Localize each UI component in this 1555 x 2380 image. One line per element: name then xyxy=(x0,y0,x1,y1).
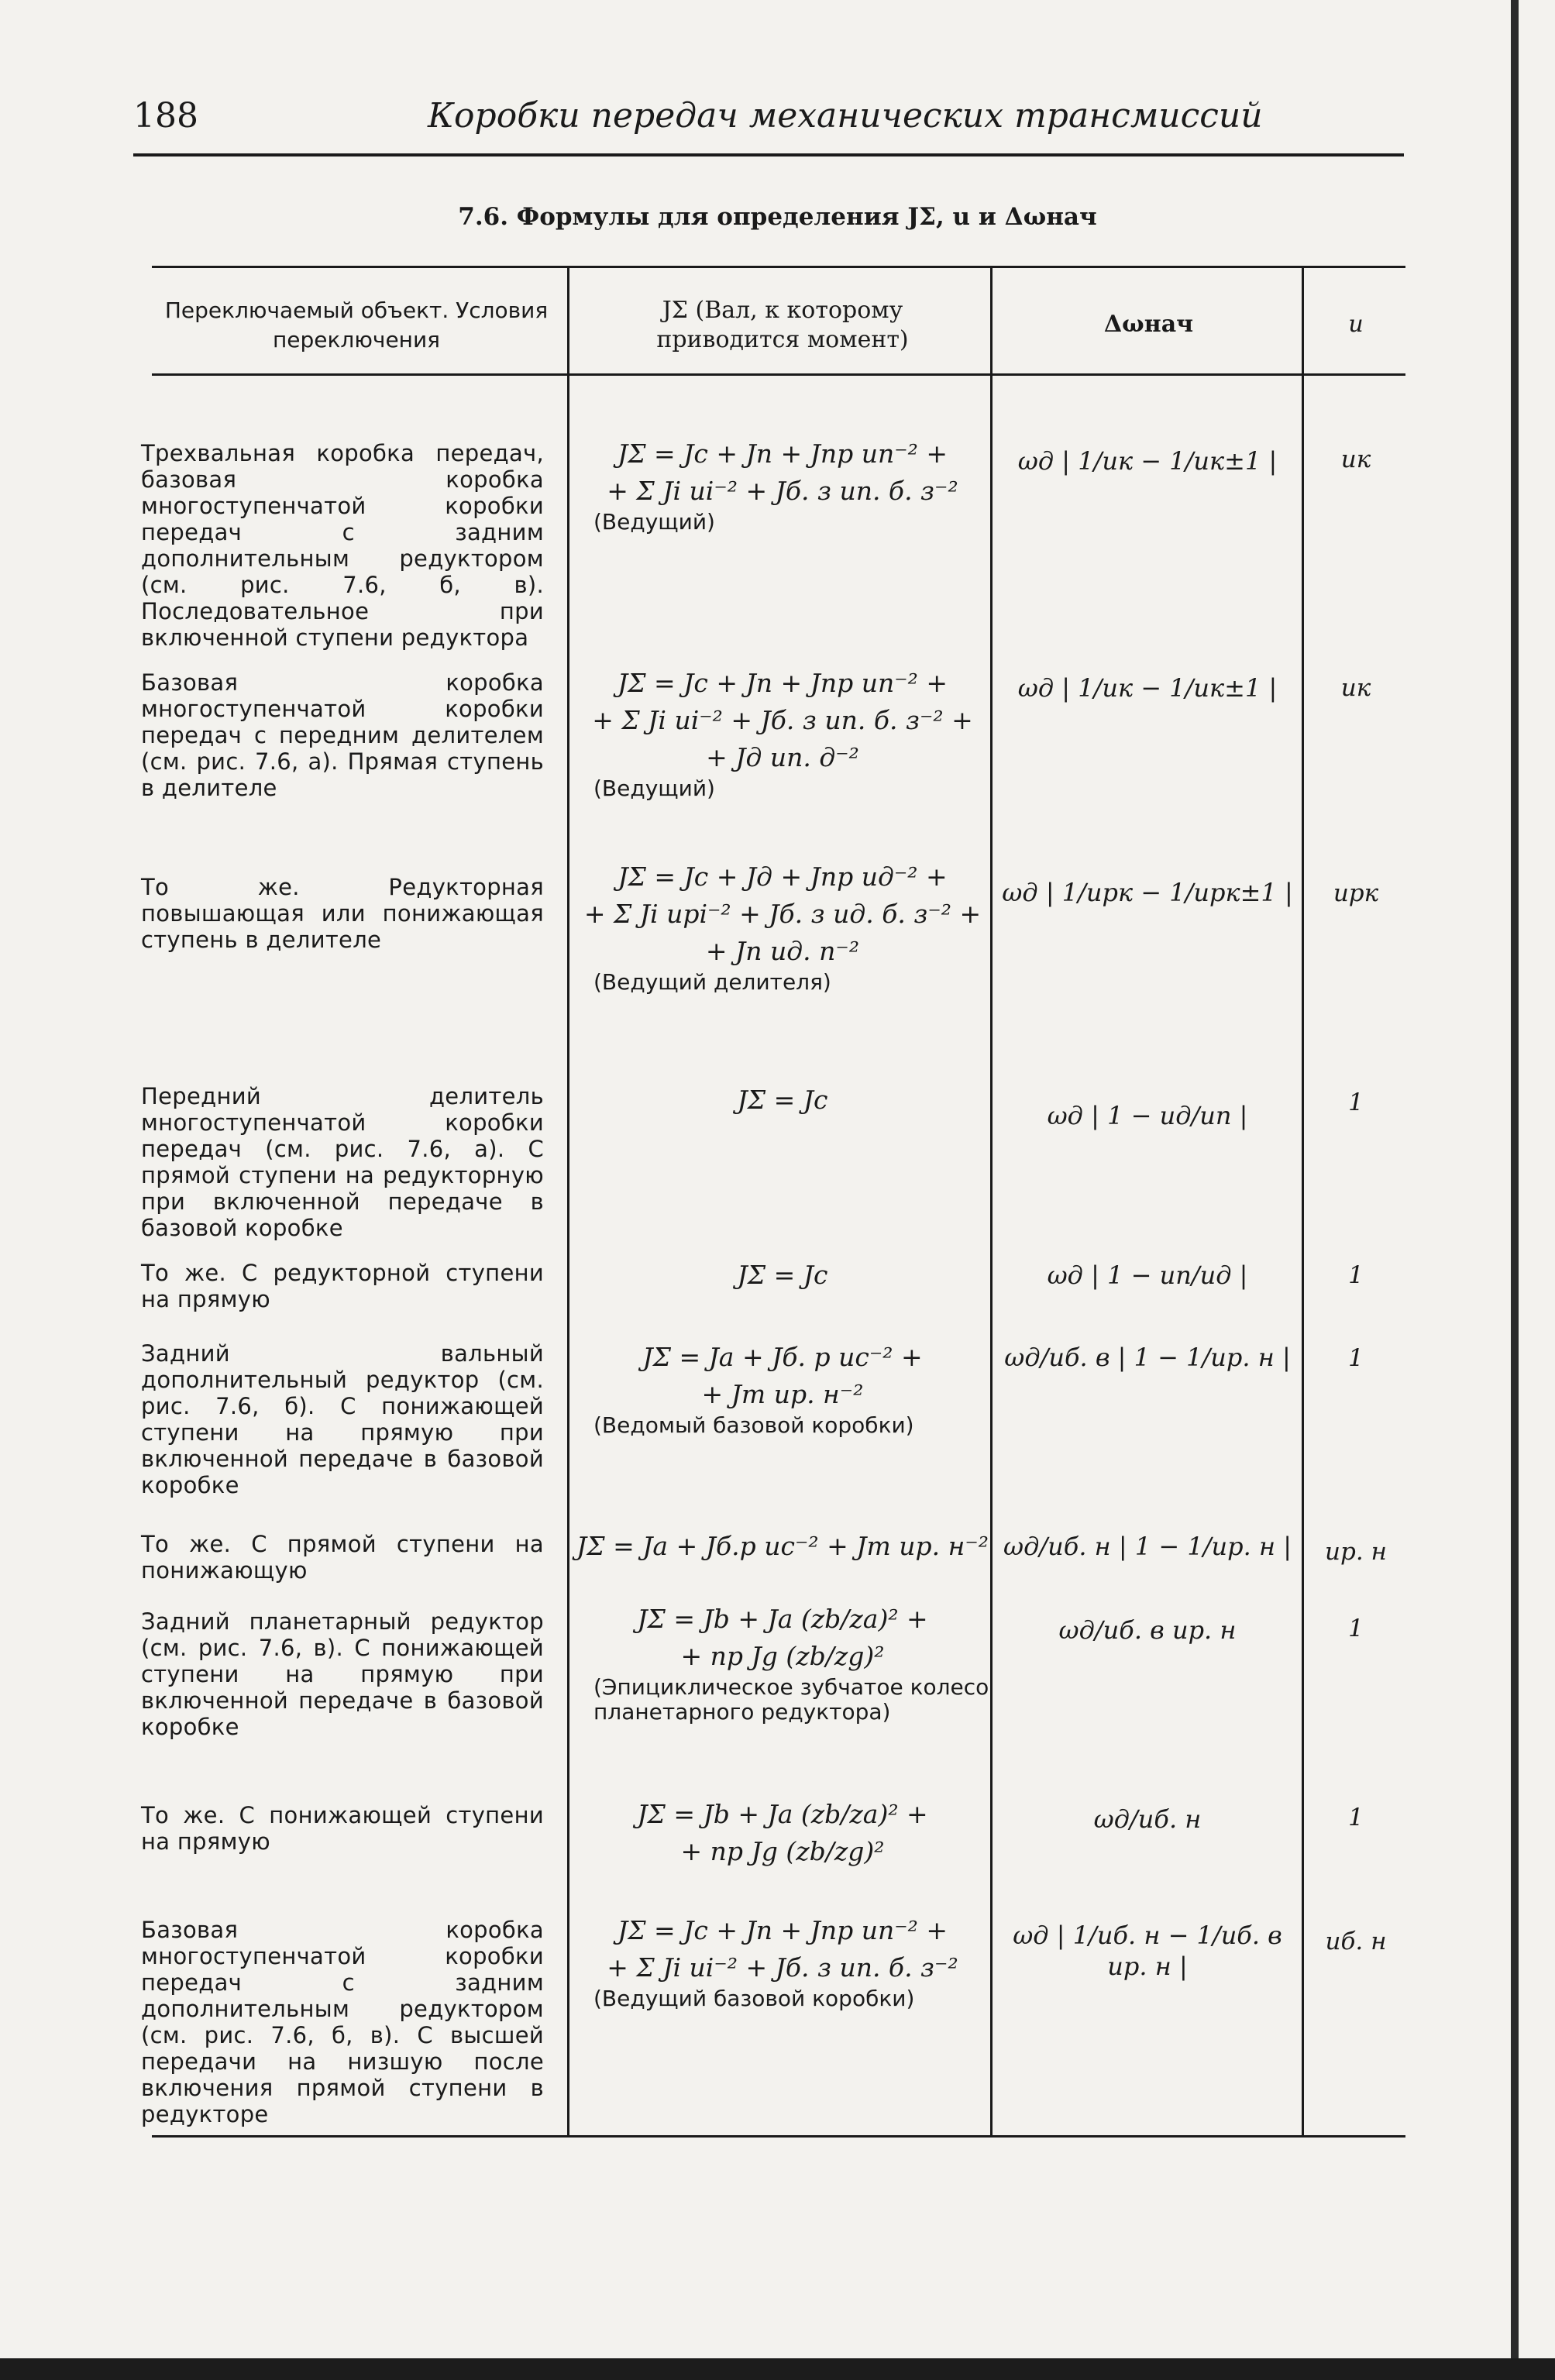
row-9-condition: То же. С понижающей ступени на прямую xyxy=(141,1802,544,1855)
row-9-inertia-line-2: + nр Jg (zb/zg)² xyxy=(680,1836,885,1866)
row-5-delta-omega: ωд | 1 − uп/uд | xyxy=(1047,1261,1248,1290)
row-7-inertia xyxy=(573,1528,992,1565)
row-1-inertia xyxy=(573,435,992,535)
col-divider-1 xyxy=(567,268,569,2135)
row-3-inertia xyxy=(573,858,992,995)
row-6-u: 1 xyxy=(1348,1344,1364,1372)
row-9-delta-omega: ωд/uб. н xyxy=(1093,1804,1202,1834)
row-8-u: 1 xyxy=(1348,1615,1364,1642)
row-10-delta-omega: ωд | 1/uб. н − 1/uб. в uр. н | xyxy=(1013,1921,1282,1981)
row-9-inertia-line-1: JΣ = Jb + Ja (zb/za)² + xyxy=(637,1799,928,1829)
running-title: Коробки передач механических трансмиссий xyxy=(428,96,1263,136)
row-3-inertia-line-2: + Σ Ji upi⁻² + Jб. з uд. б. з⁻² + xyxy=(583,899,982,929)
row-8-inertia-note: (Эпициклическое зубчатое колесо планетарного редуктора) xyxy=(593,1674,989,1725)
row-2-condition: Базовая коробка многоступенчатой коробки передач с передним делителем (см. рис. 7.6, а). Прямая ступень в делителе xyxy=(141,669,544,801)
row-8-condition: Задний планетарный редуктор (см. рис. 7.6, в). С понижающей ступени на прямую при включенной передаче в базовой коробке xyxy=(141,1608,544,1740)
row-10-u: uб. н xyxy=(1325,1928,1387,1955)
row-9-inertia xyxy=(573,1796,992,1870)
row-10-inertia-line-2: + Σ Ji ui⁻² + Jб. з uп. б. з⁻² xyxy=(607,1952,958,1983)
row-2-inertia-line-2: + Σ Ji ui⁻² + Jб. з uп. б. з⁻² + xyxy=(592,705,973,735)
row-6-delta-omega: ωд/uб. в | 1 − 1/uр. н | xyxy=(1004,1343,1291,1372)
row-4-condition: Передний делитель многоступенчатой коробки передач (см. рис. 7.6, а). С прямой ступени на редукторную при включенной передаче в базовой коробке xyxy=(141,1083,544,1241)
row-4-inertia xyxy=(573,1082,992,1119)
header-condition: Переключаемый объект. Условия переключения xyxy=(164,298,549,353)
row-3-inertia-line-3: + Jп uд. п⁻² xyxy=(705,936,860,966)
row-2-inertia-note: (Ведущий) xyxy=(593,776,715,801)
row-5-inertia xyxy=(573,1257,992,1294)
row-3-condition: То же. Редукторная повышающая или понижающая ступень в делителе xyxy=(141,874,544,953)
row-7-u: uр. н xyxy=(1325,1538,1387,1566)
row-1-inertia-note: (Ведущий) xyxy=(593,509,715,535)
row-5-condition: То же. С редукторной ступени на прямую xyxy=(141,1260,544,1312)
header-bottom-rule xyxy=(152,373,1405,376)
table-bottom-rule xyxy=(152,2135,1405,2138)
row-7-delta-omega: ωд/uб. н | 1 − 1/uр. н | xyxy=(1003,1532,1292,1561)
row-10-inertia xyxy=(573,1912,992,2011)
row-8-inertia-line-2: + nр Jg (zb/zg)² xyxy=(680,1641,885,1671)
row-6-inertia-line-1: JΣ = Ja + Jб. р uc⁻² + xyxy=(642,1342,923,1372)
row-3-u: uрк xyxy=(1333,879,1379,907)
header-delta-omega: Δωнач xyxy=(1103,311,1194,338)
row-4-u: 1 xyxy=(1348,1089,1364,1116)
page-edge-shadow xyxy=(1511,0,1519,2380)
row-3-inertia-line-1: JΣ = Jс + Jд + Jпр uд⁻² + xyxy=(618,862,948,892)
row-1-inertia-line-2: + Σ Ji ui⁻² + Jб. з uп. б. з⁻² xyxy=(607,476,958,506)
row-7-inertia-line-1: JΣ = Ja + Jб.р uc⁻² + Jт uр. н⁻² xyxy=(576,1531,989,1561)
scan-bottom-band xyxy=(0,2358,1555,2380)
row-8-inertia-line-1: JΣ = Jb + Ja (zb/za)² + xyxy=(637,1604,928,1634)
row-1-condition: Трехвальная коробка передач, базовая коробка многоступенчатой коробки передач с задним дополнительным редуктором (см. рис. 7.6, б, в). Последовательное при включенной ступени редуктора xyxy=(141,440,544,651)
row-4-delta-omega: ωд | 1 − uд/uп | xyxy=(1047,1101,1248,1130)
row-6-condition: Задний вальный дополнительный редуктор (см. рис. 7.6, б). С понижающей ступени на прямую при включенной передаче в базовой коробке xyxy=(141,1340,544,1498)
row-7-condition: То же. С прямой ступени на понижающую xyxy=(141,1531,544,1584)
row-2-inertia-line-3: + Jд uп. д⁻² xyxy=(706,742,859,772)
row-6-inertia-line-2: + Jт uр. н⁻² xyxy=(701,1379,864,1409)
row-8-delta-omega: ωд/uб. в uр. н xyxy=(1058,1615,1237,1645)
row-4-inertia-line-1: JΣ = Jс xyxy=(737,1085,828,1115)
row-1-inertia-line-1: JΣ = Jс + Jп + Jпр uп⁻² + xyxy=(617,439,948,469)
row-2-inertia xyxy=(573,665,992,801)
header-inertia: JΣ (Вал, к которому приводится момент) xyxy=(656,297,909,353)
col-divider-3 xyxy=(1302,268,1304,2135)
table-title: 7.6. Формулы для определения JΣ, u и Δωнач xyxy=(458,203,1097,231)
row-3-delta-omega: ωд | 1/uрк − 1/uрк±1 | xyxy=(1002,878,1293,907)
row-1-delta-omega: ωд | 1/uк − 1/uк±1 | xyxy=(1017,446,1278,476)
header-u: u xyxy=(1348,311,1364,338)
row-10-inertia-note: (Ведущий базовой коробки) xyxy=(593,1986,915,2011)
row-10-condition: Базовая коробка многоступенчатой коробки передач с задним дополнительным редуктором (см. рис. 7.6, б, в). С высшей передачи на низшую после включения прямой ступени в редукторе xyxy=(141,1917,544,2127)
row-6-inertia-note: (Ведомый базовой коробки) xyxy=(593,1412,914,1438)
page-number: 188 xyxy=(133,96,198,136)
row-9-u: 1 xyxy=(1348,1804,1364,1831)
row-6-inertia xyxy=(573,1339,992,1438)
row-5-u: 1 xyxy=(1348,1261,1364,1289)
header-rule xyxy=(133,153,1404,156)
row-2-inertia-line-1: JΣ = Jс + Jп + Jпр uп⁻² + xyxy=(617,668,948,698)
row-2-u: uк xyxy=(1340,674,1371,702)
row-10-inertia-line-1: JΣ = Jс + Jп + Jпр uп⁻² + xyxy=(617,1915,948,1945)
row-2-delta-omega: ωд | 1/uк − 1/uк±1 | xyxy=(1017,673,1278,703)
table-top-rule xyxy=(152,266,1405,268)
row-5-inertia-line-1: JΣ = Jс xyxy=(737,1260,828,1290)
row-3-inertia-note: (Ведущий делителя) xyxy=(593,969,831,995)
row-1-u: uк xyxy=(1340,445,1371,473)
row-8-inertia xyxy=(573,1601,992,1725)
